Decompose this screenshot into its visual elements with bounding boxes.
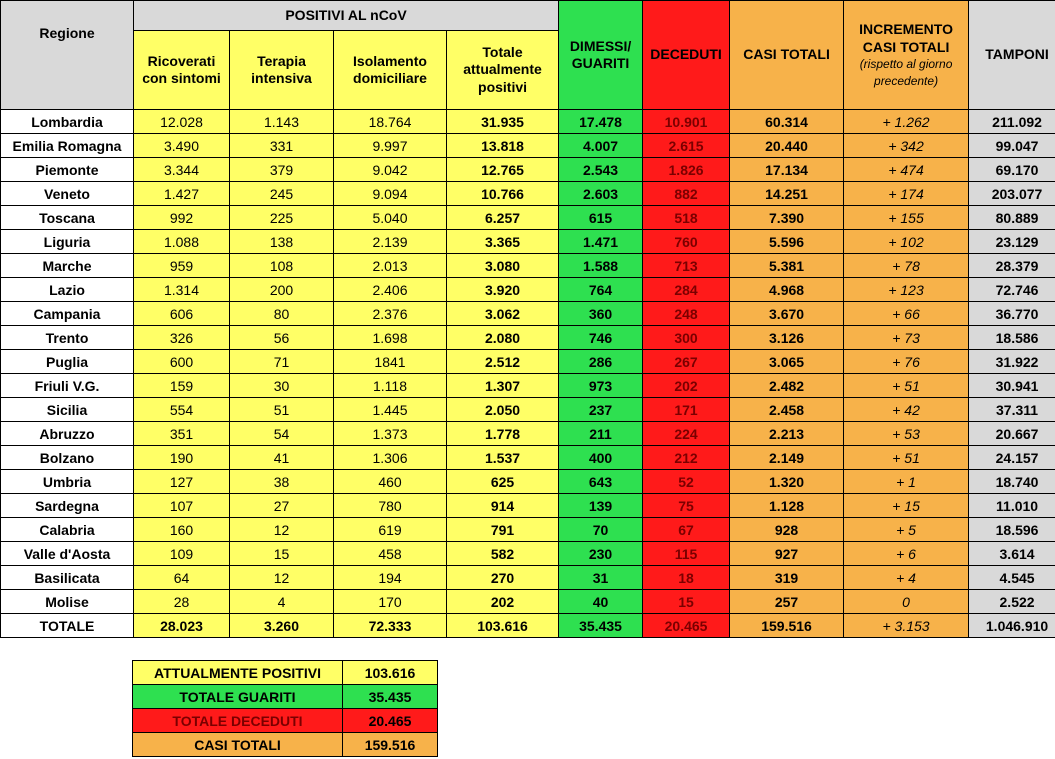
cell-deceduti: 20.465 xyxy=(643,614,730,638)
cell-region: Abruzzo xyxy=(1,422,134,446)
cell-deceduti: 18 xyxy=(643,566,730,590)
cell-region: Lazio xyxy=(1,278,134,302)
cell-tamponi: 18.596 xyxy=(969,518,1055,542)
cell-isolamento: 1.306 xyxy=(334,446,447,470)
table-row xyxy=(1,326,1055,350)
cell-isolamento: 1.445 xyxy=(334,398,447,422)
cell-casi-totali: 4.968 xyxy=(730,278,844,302)
cell-region: Campania xyxy=(1,302,134,326)
cell-dimessi: 746 xyxy=(559,326,643,350)
summary-label: TOTALE DECEDUTI xyxy=(133,709,343,733)
cell-dimessi: 35.435 xyxy=(559,614,643,638)
cell-deceduti: 212 xyxy=(643,446,730,470)
cell-tamponi: 203.077 xyxy=(969,182,1055,206)
cell-incremento: + 78 xyxy=(844,254,969,278)
cell-casi-totali: 1.320 xyxy=(730,470,844,494)
cell-casi-totali: 2.458 xyxy=(730,398,844,422)
cell-totale-positivi: 1.778 xyxy=(447,422,559,446)
cell-dimessi: 17.478 xyxy=(559,110,643,134)
cell-casi-totali: 3.670 xyxy=(730,302,844,326)
table-row xyxy=(1,542,1055,566)
table-row xyxy=(1,374,1055,398)
cell-terapia-intensiva: 379 xyxy=(230,158,334,182)
cell-incremento: + 4 xyxy=(844,566,969,590)
cell-casi-totali: 1.128 xyxy=(730,494,844,518)
cell-region: Liguria xyxy=(1,230,134,254)
cell-casi-totali: 60.314 xyxy=(730,110,844,134)
table-row xyxy=(1,518,1055,542)
cell-totale-positivi: 270 xyxy=(447,566,559,590)
cell-ricoverati: 600 xyxy=(134,350,230,374)
cell-deceduti: 52 xyxy=(643,470,730,494)
cell-tamponi: 72.746 xyxy=(969,278,1055,302)
cell-isolamento: 1.373 xyxy=(334,422,447,446)
cell-totale-positivi: 31.935 xyxy=(447,110,559,134)
table-row xyxy=(1,398,1055,422)
cell-dimessi: 360 xyxy=(559,302,643,326)
header-dimessi-guariti: DIMESSI/ GUARITI xyxy=(559,1,643,110)
table-row xyxy=(1,110,1055,134)
cell-ricoverati: 554 xyxy=(134,398,230,422)
cell-incremento: + 6 xyxy=(844,542,969,566)
summary-row xyxy=(133,685,438,709)
cell-totale-positivi: 6.257 xyxy=(447,206,559,230)
header-positivi-group: POSITIVI AL nCoV xyxy=(134,1,559,31)
cell-incremento: + 5 xyxy=(844,518,969,542)
cell-incremento: + 1 xyxy=(844,470,969,494)
cell-dimessi: 211 xyxy=(559,422,643,446)
cell-deceduti: 760 xyxy=(643,230,730,254)
cell-tamponi: 24.157 xyxy=(969,446,1055,470)
cell-totale-positivi: 3.080 xyxy=(447,254,559,278)
cell-incremento: + 51 xyxy=(844,374,969,398)
cell-ricoverati: 3.490 xyxy=(134,134,230,158)
cell-casi-totali: 2.482 xyxy=(730,374,844,398)
cell-region: Piemonte xyxy=(1,158,134,182)
cell-terapia-intensiva: 54 xyxy=(230,422,334,446)
header-incremento-note: (rispetto al giorno precedente) xyxy=(859,57,953,88)
table-row xyxy=(1,494,1055,518)
cell-deceduti: 115 xyxy=(643,542,730,566)
cell-ricoverati: 28.023 xyxy=(134,614,230,638)
summary-label: CASI TOTALI xyxy=(133,733,343,757)
cell-isolamento: 1841 xyxy=(334,350,447,374)
cell-dimessi: 2.543 xyxy=(559,158,643,182)
cell-ricoverati: 159 xyxy=(134,374,230,398)
cell-terapia-intensiva: 331 xyxy=(230,134,334,158)
cell-isolamento: 9.094 xyxy=(334,182,447,206)
summary-value: 103.616 xyxy=(343,661,438,685)
cell-incremento: + 42 xyxy=(844,398,969,422)
cell-isolamento: 9.997 xyxy=(334,134,447,158)
cell-ricoverati: 107 xyxy=(134,494,230,518)
table-row xyxy=(1,278,1055,302)
cell-totale-positivi: 625 xyxy=(447,470,559,494)
cell-tamponi: 69.170 xyxy=(969,158,1055,182)
cell-terapia-intensiva: 80 xyxy=(230,302,334,326)
cell-tamponi: 37.311 xyxy=(969,398,1055,422)
cell-isolamento: 2.376 xyxy=(334,302,447,326)
cell-dimessi: 400 xyxy=(559,446,643,470)
cell-terapia-intensiva: 3.260 xyxy=(230,614,334,638)
cell-region: Lombardia xyxy=(1,110,134,134)
cell-region: Calabria xyxy=(1,518,134,542)
cell-deceduti: 75 xyxy=(643,494,730,518)
summary-row xyxy=(133,709,438,733)
cell-isolamento: 458 xyxy=(334,542,447,566)
cell-tamponi: 211.092 xyxy=(969,110,1055,134)
cell-incremento: + 1.262 xyxy=(844,110,969,134)
cell-totale-positivi: 12.765 xyxy=(447,158,559,182)
cell-ricoverati: 64 xyxy=(134,566,230,590)
cell-totale-positivi: 1.307 xyxy=(447,374,559,398)
cell-region: Valle d'Aosta xyxy=(1,542,134,566)
cell-isolamento: 5.040 xyxy=(334,206,447,230)
summary-table xyxy=(132,660,438,757)
cell-casi-totali: 2.149 xyxy=(730,446,844,470)
cell-isolamento: 72.333 xyxy=(334,614,447,638)
summary-value: 159.516 xyxy=(343,733,438,757)
cell-tamponi: 31.922 xyxy=(969,350,1055,374)
cell-totale-positivi: 13.818 xyxy=(447,134,559,158)
cell-dimessi: 40 xyxy=(559,590,643,614)
cell-region: Veneto xyxy=(1,182,134,206)
cell-dimessi: 2.603 xyxy=(559,182,643,206)
cell-terapia-intensiva: 27 xyxy=(230,494,334,518)
cell-totale-positivi: 1.537 xyxy=(447,446,559,470)
table-row xyxy=(1,182,1055,206)
cell-totale-positivi: 914 xyxy=(447,494,559,518)
cell-isolamento: 18.764 xyxy=(334,110,447,134)
cell-ricoverati: 109 xyxy=(134,542,230,566)
cell-terapia-intensiva: 12 xyxy=(230,518,334,542)
cell-incremento: + 474 xyxy=(844,158,969,182)
cell-casi-totali: 20.440 xyxy=(730,134,844,158)
cell-deceduti: 1.826 xyxy=(643,158,730,182)
cell-deceduti: 224 xyxy=(643,422,730,446)
cell-terapia-intensiva: 245 xyxy=(230,182,334,206)
cell-dimessi: 1.588 xyxy=(559,254,643,278)
cell-isolamento: 1.118 xyxy=(334,374,447,398)
header-deceduti: DECEDUTI xyxy=(643,1,730,110)
cell-casi-totali: 5.381 xyxy=(730,254,844,278)
cell-totale-positivi: 10.766 xyxy=(447,182,559,206)
cell-tamponi: 30.941 xyxy=(969,374,1055,398)
cell-ricoverati: 351 xyxy=(134,422,230,446)
cell-terapia-intensiva: 71 xyxy=(230,350,334,374)
cell-tamponi: 3.614 xyxy=(969,542,1055,566)
cell-deceduti: 171 xyxy=(643,398,730,422)
cell-terapia-intensiva: 41 xyxy=(230,446,334,470)
header-isolamento: Isolamento domiciliare xyxy=(334,31,447,110)
cell-region: Puglia xyxy=(1,350,134,374)
cell-casi-totali: 7.390 xyxy=(730,206,844,230)
cell-terapia-intensiva: 1.143 xyxy=(230,110,334,134)
cell-region: Trento xyxy=(1,326,134,350)
header-tamponi: TAMPONI xyxy=(969,1,1055,110)
cell-region: Emilia Romagna xyxy=(1,134,134,158)
cell-tamponi: 80.889 xyxy=(969,206,1055,230)
cell-incremento: + 174 xyxy=(844,182,969,206)
cell-casi-totali: 3.065 xyxy=(730,350,844,374)
cell-incremento: + 76 xyxy=(844,350,969,374)
cell-deceduti: 284 xyxy=(643,278,730,302)
cell-casi-totali: 5.596 xyxy=(730,230,844,254)
cell-dimessi: 31 xyxy=(559,566,643,590)
cell-dimessi: 139 xyxy=(559,494,643,518)
cell-terapia-intensiva: 12 xyxy=(230,566,334,590)
cell-ricoverati: 12.028 xyxy=(134,110,230,134)
cell-incremento: + 53 xyxy=(844,422,969,446)
cell-tamponi: 36.770 xyxy=(969,302,1055,326)
table-row xyxy=(1,422,1055,446)
cell-tamponi: 23.129 xyxy=(969,230,1055,254)
cell-dimessi: 764 xyxy=(559,278,643,302)
cell-totale-positivi: 103.616 xyxy=(447,614,559,638)
cell-isolamento: 2.013 xyxy=(334,254,447,278)
cell-terapia-intensiva: 108 xyxy=(230,254,334,278)
table-row xyxy=(1,590,1055,614)
header-regione: Regione xyxy=(1,1,134,110)
cell-terapia-intensiva: 15 xyxy=(230,542,334,566)
cell-casi-totali: 3.126 xyxy=(730,326,844,350)
cell-terapia-intensiva: 56 xyxy=(230,326,334,350)
cell-terapia-intensiva: 51 xyxy=(230,398,334,422)
table-row xyxy=(1,134,1055,158)
cell-isolamento: 2.406 xyxy=(334,278,447,302)
cell-region: Toscana xyxy=(1,206,134,230)
cell-tamponi: 99.047 xyxy=(969,134,1055,158)
cell-isolamento: 619 xyxy=(334,518,447,542)
cell-isolamento: 780 xyxy=(334,494,447,518)
cell-isolamento: 194 xyxy=(334,566,447,590)
table-row xyxy=(1,566,1055,590)
cell-deceduti: 882 xyxy=(643,182,730,206)
cell-deceduti: 518 xyxy=(643,206,730,230)
header-casi-totali: CASI TOTALI xyxy=(730,1,844,110)
totale-row xyxy=(1,614,1055,638)
summary-label: ATTUALMENTE POSITIVI xyxy=(133,661,343,685)
cell-deceduti: 202 xyxy=(643,374,730,398)
cell-incremento: + 102 xyxy=(844,230,969,254)
cell-terapia-intensiva: 138 xyxy=(230,230,334,254)
cell-ricoverati: 959 xyxy=(134,254,230,278)
summary-row xyxy=(133,733,438,757)
cell-tamponi: 18.740 xyxy=(969,470,1055,494)
cell-casi-totali: 17.134 xyxy=(730,158,844,182)
cell-dimessi: 237 xyxy=(559,398,643,422)
cell-totale-positivi: 791 xyxy=(447,518,559,542)
cell-dimessi: 4.007 xyxy=(559,134,643,158)
cell-dimessi: 1.471 xyxy=(559,230,643,254)
cell-incremento: + 3.153 xyxy=(844,614,969,638)
cell-totale-positivi: 3.062 xyxy=(447,302,559,326)
header-ricoverati: Ricoverati con sintomi xyxy=(134,31,230,110)
cell-casi-totali: 14.251 xyxy=(730,182,844,206)
cell-dimessi: 973 xyxy=(559,374,643,398)
cell-terapia-intensiva: 200 xyxy=(230,278,334,302)
cell-ricoverati: 190 xyxy=(134,446,230,470)
cell-deceduti: 2.615 xyxy=(643,134,730,158)
header-incremento-title: INCREMENTO CASI TOTALI xyxy=(859,21,953,55)
cell-isolamento: 460 xyxy=(334,470,447,494)
cell-casi-totali: 257 xyxy=(730,590,844,614)
table-row xyxy=(1,158,1055,182)
cell-totale-positivi: 2.512 xyxy=(447,350,559,374)
cell-dimessi: 643 xyxy=(559,470,643,494)
cell-incremento: + 66 xyxy=(844,302,969,326)
cell-region: Umbria xyxy=(1,470,134,494)
summary-label: TOTALE GUARITI xyxy=(133,685,343,709)
table-row xyxy=(1,302,1055,326)
cell-deceduti: 67 xyxy=(643,518,730,542)
cell-tamponi: 1.046.910 xyxy=(969,614,1055,638)
summary-value: 20.465 xyxy=(343,709,438,733)
cell-incremento: + 123 xyxy=(844,278,969,302)
cell-incremento: + 51 xyxy=(844,446,969,470)
cell-terapia-intensiva: 225 xyxy=(230,206,334,230)
cell-region: TOTALE xyxy=(1,614,134,638)
table-row xyxy=(1,446,1055,470)
cell-tamponi: 2.522 xyxy=(969,590,1055,614)
cell-incremento: + 155 xyxy=(844,206,969,230)
cell-ricoverati: 160 xyxy=(134,518,230,542)
cell-ricoverati: 326 xyxy=(134,326,230,350)
cell-ricoverati: 606 xyxy=(134,302,230,326)
cell-ricoverati: 1.314 xyxy=(134,278,230,302)
cell-deceduti: 300 xyxy=(643,326,730,350)
cell-dimessi: 70 xyxy=(559,518,643,542)
cell-totale-positivi: 202 xyxy=(447,590,559,614)
cell-tamponi: 28.379 xyxy=(969,254,1055,278)
cell-tamponi: 20.667 xyxy=(969,422,1055,446)
cell-deceduti: 15 xyxy=(643,590,730,614)
cell-totale-positivi: 582 xyxy=(447,542,559,566)
cell-casi-totali: 927 xyxy=(730,542,844,566)
cell-casi-totali: 928 xyxy=(730,518,844,542)
cell-casi-totali: 319 xyxy=(730,566,844,590)
cell-casi-totali: 159.516 xyxy=(730,614,844,638)
cell-terapia-intensiva: 4 xyxy=(230,590,334,614)
table-row xyxy=(1,470,1055,494)
cell-tamponi: 18.586 xyxy=(969,326,1055,350)
cell-incremento: 0 xyxy=(844,590,969,614)
table-row xyxy=(1,350,1055,374)
cell-ricoverati: 3.344 xyxy=(134,158,230,182)
cell-incremento: + 73 xyxy=(844,326,969,350)
cell-ricoverati: 28 xyxy=(134,590,230,614)
table-row xyxy=(1,230,1055,254)
cell-totale-positivi: 3.920 xyxy=(447,278,559,302)
header-incremento xyxy=(844,1,969,110)
cell-incremento: + 15 xyxy=(844,494,969,518)
cell-deceduti: 267 xyxy=(643,350,730,374)
cell-region: Sardegna xyxy=(1,494,134,518)
header-terapia-intensiva: Terapia intensiva xyxy=(230,31,334,110)
cell-terapia-intensiva: 30 xyxy=(230,374,334,398)
cell-dimessi: 230 xyxy=(559,542,643,566)
cell-ricoverati: 1.427 xyxy=(134,182,230,206)
cell-region: Friuli V.G. xyxy=(1,374,134,398)
cell-totale-positivi: 3.365 xyxy=(447,230,559,254)
cell-region: Bolzano xyxy=(1,446,134,470)
summary-row xyxy=(133,661,438,685)
cell-totale-positivi: 2.050 xyxy=(447,398,559,422)
cell-isolamento: 2.139 xyxy=(334,230,447,254)
cell-region: Molise xyxy=(1,590,134,614)
header-totale-positivi: Totale attualmente positivi xyxy=(447,31,559,110)
cell-isolamento: 9.042 xyxy=(334,158,447,182)
cell-deceduti: 248 xyxy=(643,302,730,326)
cell-tamponi: 4.545 xyxy=(969,566,1055,590)
cell-terapia-intensiva: 38 xyxy=(230,470,334,494)
cell-region: Marche xyxy=(1,254,134,278)
cell-ricoverati: 127 xyxy=(134,470,230,494)
table-row xyxy=(1,206,1055,230)
cell-dimessi: 286 xyxy=(559,350,643,374)
cell-tamponi: 11.010 xyxy=(969,494,1055,518)
cell-isolamento: 170 xyxy=(334,590,447,614)
cell-isolamento: 1.698 xyxy=(334,326,447,350)
cell-deceduti: 10.901 xyxy=(643,110,730,134)
cell-region: Sicilia xyxy=(1,398,134,422)
cell-totale-positivi: 2.080 xyxy=(447,326,559,350)
cell-ricoverati: 992 xyxy=(134,206,230,230)
cell-dimessi: 615 xyxy=(559,206,643,230)
cell-region: Basilicata xyxy=(1,566,134,590)
cell-incremento: + 342 xyxy=(844,134,969,158)
table-row xyxy=(1,254,1055,278)
cell-ricoverati: 1.088 xyxy=(134,230,230,254)
cell-casi-totali: 2.213 xyxy=(730,422,844,446)
cell-deceduti: 713 xyxy=(643,254,730,278)
summary-value: 35.435 xyxy=(343,685,438,709)
